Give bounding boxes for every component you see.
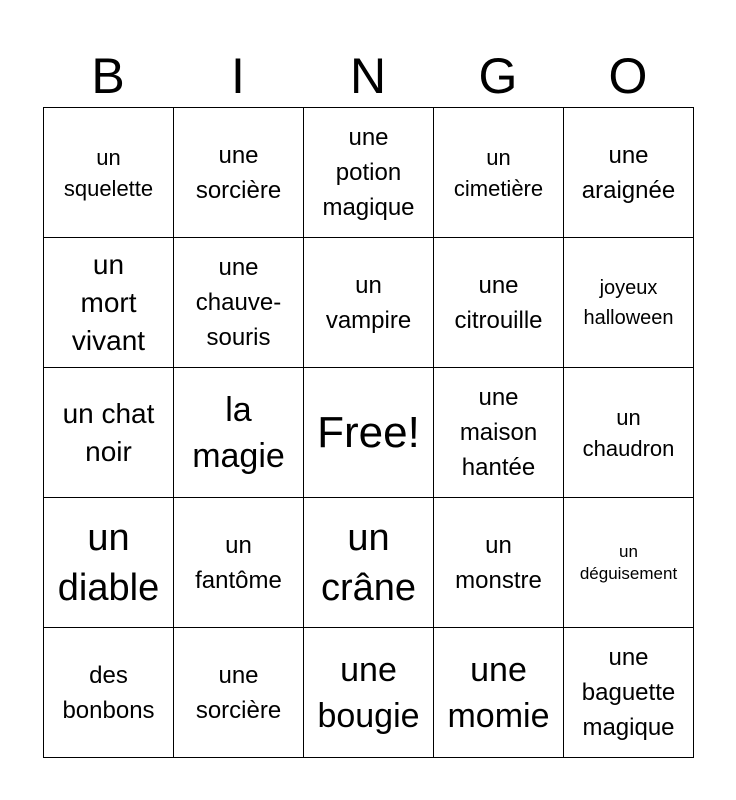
bingo-cell-r4c1[interactable] [44, 498, 174, 628]
bingo-header [43, 44, 693, 108]
bingo-cell-r2c5[interactable] [564, 238, 694, 368]
cell-label: la magie [192, 390, 285, 475]
bingo-cell-r5c1[interactable] [44, 628, 174, 758]
header-letter-g: G [478, 48, 518, 104]
bingo-grid [43, 107, 694, 758]
bingo-cell-r1c5[interactable] [564, 108, 694, 238]
cell-label: une baguette magique [581, 644, 676, 741]
bingo-cell-r2c1[interactable] [44, 238, 174, 368]
bingo-cell-r1c1[interactable] [44, 108, 174, 238]
bingo-cell-r3c5[interactable] [564, 368, 694, 498]
bingo-cell-r4c3[interactable] [304, 498, 434, 628]
cell-label: un squelette [63, 144, 154, 201]
cell-label: une potion magique [322, 124, 415, 221]
cell-label: un chaudron [582, 404, 675, 461]
bingo-cell-r4c4[interactable] [434, 498, 564, 628]
cell-label: joyeux halloween [583, 276, 674, 329]
cell-label: une chauve- souris [195, 254, 282, 351]
cell-label: un crâne [320, 516, 417, 609]
cell-label: un fantôme [195, 531, 282, 594]
cell-label: un monstre [455, 531, 542, 594]
bingo-cell-r2c4[interactable] [434, 238, 564, 368]
cell-label: un cimetière [453, 144, 544, 201]
header-letter-b: B [91, 48, 125, 104]
bingo-cell-r2c3[interactable] [304, 238, 434, 368]
cell-label: une momie [447, 650, 550, 735]
cell-label: une maison hantée [459, 384, 538, 481]
cell-label: une araignée [581, 141, 676, 204]
cell-label: un chat noir [62, 397, 155, 467]
bingo-cell-r5c5[interactable] [564, 628, 694, 758]
header-letter-o: O [608, 48, 648, 104]
bingo-cell-r1c2[interactable] [174, 108, 304, 238]
bingo-cell-r4c2[interactable] [174, 498, 304, 628]
bingo-cell-r3c4[interactable] [434, 368, 564, 498]
bingo-cell-free[interactable] [304, 368, 434, 498]
header-letter-i: I [231, 48, 245, 104]
free-space-label: Free! [317, 407, 420, 457]
cell-label: un mort vivant [71, 248, 146, 356]
cell-label: une bougie [317, 650, 420, 735]
header-letter-n: N [349, 48, 387, 104]
cell-label: une sorcière [195, 141, 282, 204]
bingo-cell-r3c1[interactable] [44, 368, 174, 498]
cell-label: un déguisement [579, 541, 678, 583]
cell-label: un diable [57, 516, 160, 609]
cell-label: une sorcière [195, 661, 282, 724]
cell-label: une citrouille [454, 271, 543, 334]
bingo-cell-r2c2[interactable] [174, 238, 304, 368]
bingo-cell-r5c4[interactable] [434, 628, 564, 758]
cell-label: des bonbons [62, 661, 155, 724]
bingo-cell-r1c4[interactable] [434, 108, 564, 238]
bingo-cell-r5c3[interactable] [304, 628, 434, 758]
bingo-cell-r3c2[interactable] [174, 368, 304, 498]
cell-label: un vampire [325, 271, 412, 334]
bingo-cell-r5c2[interactable] [174, 628, 304, 758]
bingo-cell-r4c5[interactable] [564, 498, 694, 628]
bingo-cell-r1c3[interactable] [304, 108, 434, 238]
